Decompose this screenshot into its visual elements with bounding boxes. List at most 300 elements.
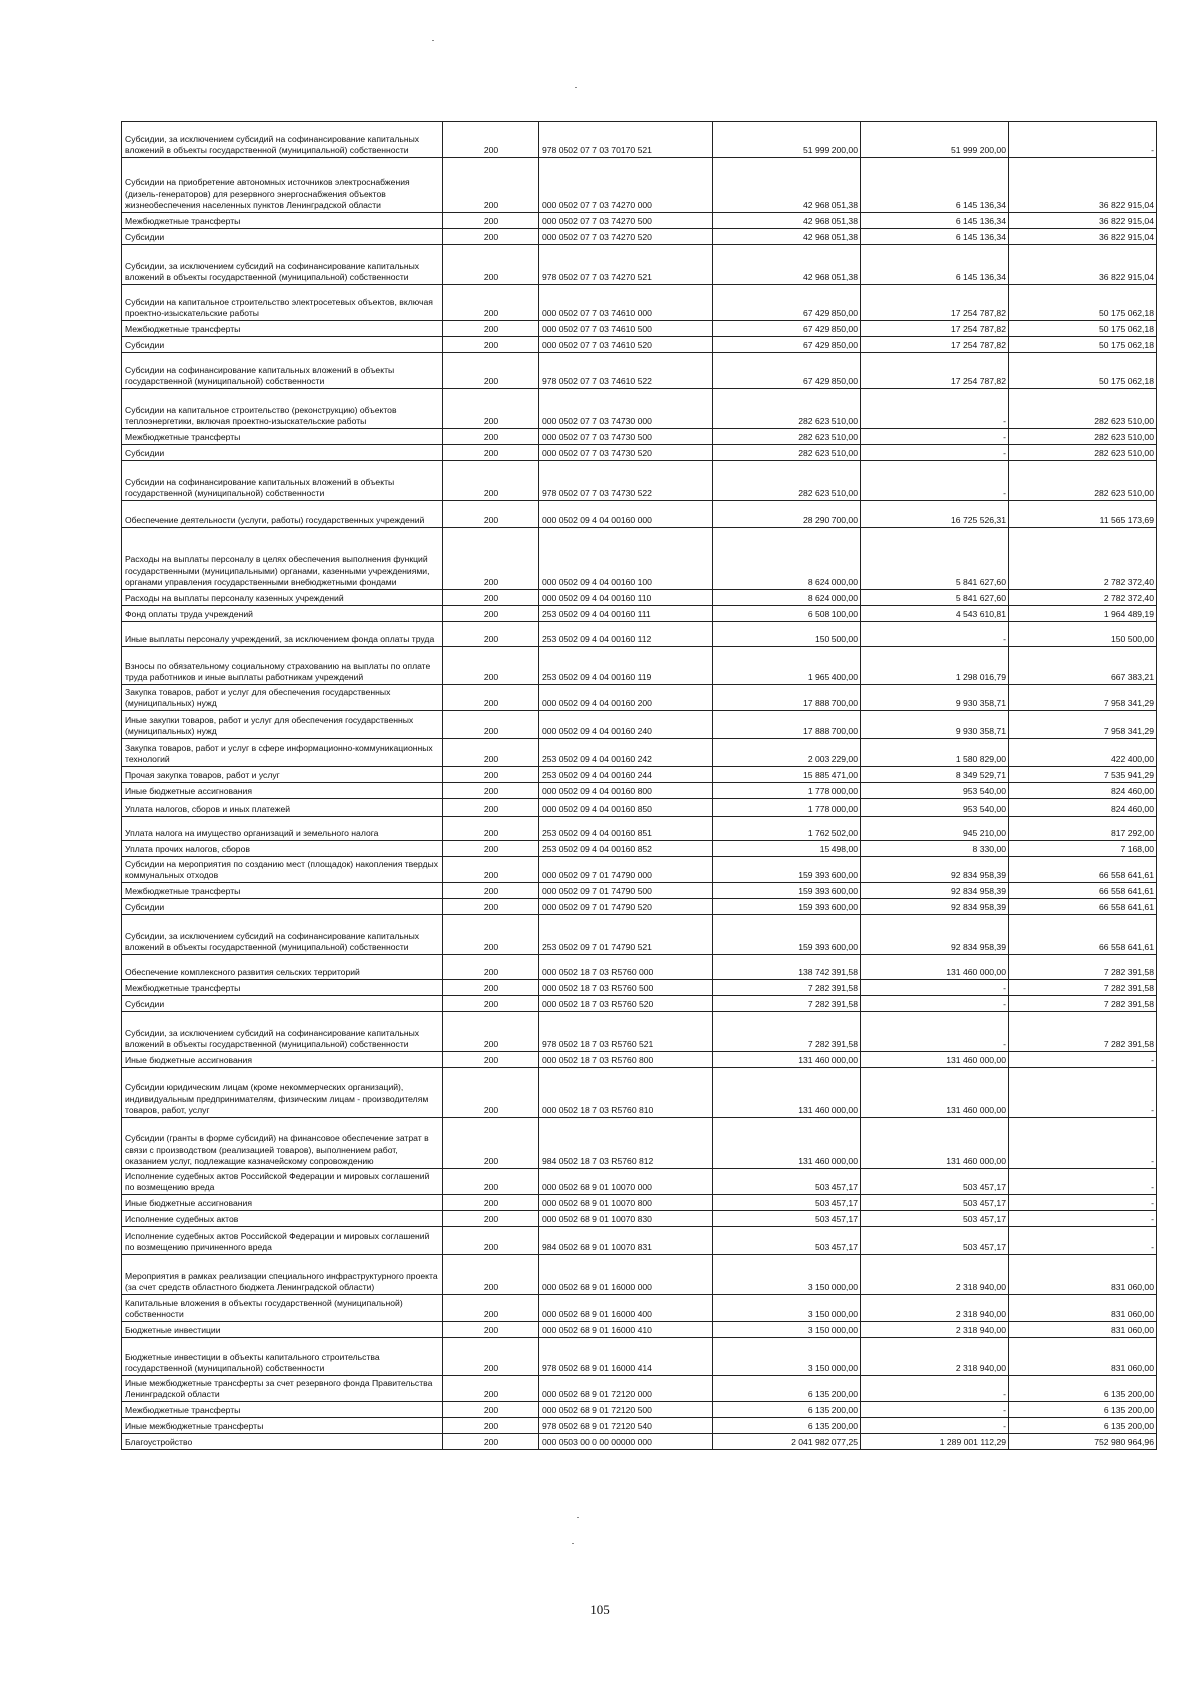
row-line-code: 200 <box>443 389 539 429</box>
table-row <box>122 899 1157 915</box>
row-line-code: 200 <box>443 980 539 996</box>
row-line-code: 200 <box>443 501 539 528</box>
row-executed-amount: 16 725 526,31 <box>861 501 1009 528</box>
table-row <box>122 1402 1157 1418</box>
row-unexecuted-amount: 7 958 341,29 <box>1009 685 1157 711</box>
row-approved-amount: 67 429 850,00 <box>713 321 861 337</box>
row-unexecuted-amount: 831 060,00 <box>1009 1338 1157 1376</box>
row-line-code: 200 <box>443 857 539 883</box>
row-line-code: 200 <box>443 1195 539 1211</box>
row-budget-classification-code: 978 0502 07 7 03 74730 522 <box>539 461 713 501</box>
row-approved-amount: 3 150 000,00 <box>713 1295 861 1322</box>
table-row <box>122 980 1157 996</box>
row-budget-classification-code: 000 0502 07 7 03 74730 520 <box>539 445 713 461</box>
row-executed-amount: 1 298 016,79 <box>861 647 1009 685</box>
row-budget-classification-code: 978 0502 07 7 03 74270 521 <box>539 245 713 285</box>
row-name: Субсидии, за исключением субсидий на софинансирование капитальных вложений в объекты государственной (муниципальной) собственности <box>122 1012 443 1052</box>
row-unexecuted-amount: 831 060,00 <box>1009 1295 1157 1322</box>
row-budget-classification-code: 253 0502 09 4 04 00160 119 <box>539 647 713 685</box>
row-name: Субсидии <box>122 996 443 1012</box>
table-row <box>122 955 1157 980</box>
row-name: Уплата налогов, сборов и иных платежей <box>122 799 443 817</box>
row-executed-amount: 503 457,17 <box>861 1211 1009 1227</box>
row-executed-amount: 2 318 940,00 <box>861 1255 1009 1295</box>
row-approved-amount: 1 778 000,00 <box>713 783 861 799</box>
table-row <box>122 1052 1157 1068</box>
row-name: Субсидии юридическим лицам (кроме некоммерческих организаций), индивидуальным предпринимателям, физическим лицам - производителям товаров, работ, услуг <box>122 1068 443 1118</box>
row-line-code: 200 <box>443 353 539 389</box>
row-name: Иные бюджетные ассигнования <box>122 783 443 799</box>
row-executed-amount: 2 318 940,00 <box>861 1338 1009 1376</box>
row-line-code: 200 <box>443 461 539 501</box>
row-executed-amount: 4 543 610,81 <box>861 606 1009 622</box>
row-approved-amount: 6 135 200,00 <box>713 1418 861 1434</box>
row-executed-amount: - <box>861 1402 1009 1418</box>
row-executed-amount: - <box>861 461 1009 501</box>
table-row <box>122 739 1157 767</box>
row-unexecuted-amount: 50 175 062,18 <box>1009 285 1157 321</box>
row-line-code: 200 <box>443 1227 539 1255</box>
row-executed-amount: - <box>861 1418 1009 1434</box>
row-line-code: 200 <box>443 685 539 711</box>
row-unexecuted-amount: 824 460,00 <box>1009 783 1157 799</box>
row-unexecuted-amount: 36 822 915,04 <box>1009 213 1157 229</box>
row-executed-amount: 51 999 200,00 <box>861 122 1009 158</box>
row-unexecuted-amount: 7 282 391,58 <box>1009 955 1157 980</box>
table-row <box>122 647 1157 685</box>
page-number: 105 <box>590 1602 610 1617</box>
row-approved-amount: 503 457,17 <box>713 1211 861 1227</box>
table-row <box>122 857 1157 883</box>
scan-speck <box>432 40 434 41</box>
row-executed-amount: 17 254 787,82 <box>861 285 1009 321</box>
row-budget-classification-code: 000 0502 09 7 01 74790 500 <box>539 883 713 899</box>
row-unexecuted-amount: 824 460,00 <box>1009 799 1157 817</box>
row-unexecuted-amount: - <box>1009 1227 1157 1255</box>
row-name: Фонд оплаты труда учреждений <box>122 606 443 622</box>
row-executed-amount: 131 460 000,00 <box>861 1118 1009 1169</box>
table-row <box>122 915 1157 955</box>
row-line-code: 200 <box>443 915 539 955</box>
row-executed-amount: 131 460 000,00 <box>861 1052 1009 1068</box>
row-executed-amount: - <box>861 1012 1009 1052</box>
row-budget-classification-code: 000 0502 18 7 03 R5760 520 <box>539 996 713 1012</box>
row-line-code: 200 <box>443 1338 539 1376</box>
row-line-code: 200 <box>443 996 539 1012</box>
row-line-code: 200 <box>443 899 539 915</box>
row-executed-amount: 17 254 787,82 <box>861 353 1009 389</box>
row-line-code: 200 <box>443 883 539 899</box>
row-approved-amount: 15 498,00 <box>713 841 861 857</box>
row-unexecuted-amount: - <box>1009 122 1157 158</box>
row-unexecuted-amount: 66 558 641,61 <box>1009 915 1157 955</box>
row-name: Благоустройство <box>122 1434 443 1450</box>
row-unexecuted-amount: 36 822 915,04 <box>1009 245 1157 285</box>
scan-speck <box>572 1543 574 1544</box>
row-executed-amount: 131 460 000,00 <box>861 955 1009 980</box>
table-row <box>122 1068 1157 1118</box>
row-approved-amount: 6 508 100,00 <box>713 606 861 622</box>
row-name: Прочая закупка товаров, работ и услуг <box>122 767 443 783</box>
row-name: Капитальные вложения в объекты государственной (муниципальной) собственности <box>122 1295 443 1322</box>
row-line-code: 200 <box>443 955 539 980</box>
budget-execution-table <box>121 121 1157 1450</box>
row-name: Субсидии (гранты в форме субсидий) на финансовое обеспечение затрат в связи с производством (реализацией товаров), выполнением работ, оказанием услуг, подлежащие казначейскому сопровождению <box>122 1118 443 1169</box>
row-budget-classification-code: 000 0502 09 7 01 74790 000 <box>539 857 713 883</box>
table-row <box>122 841 1157 857</box>
row-approved-amount: 2 003 229,00 <box>713 739 861 767</box>
row-executed-amount: 5 841 627,60 <box>861 590 1009 606</box>
row-line-code: 200 <box>443 285 539 321</box>
row-name: Субсидии, за исключением субсидий на софинансирование капитальных вложений в объекты государственной (муниципальной) собственности <box>122 245 443 285</box>
row-line-code: 200 <box>443 799 539 817</box>
row-name: Бюджетные инвестиции <box>122 1322 443 1338</box>
table-row <box>122 685 1157 711</box>
row-budget-classification-code: 253 0502 09 7 01 74790 521 <box>539 915 713 955</box>
row-name: Субсидии <box>122 229 443 245</box>
row-budget-classification-code: 253 0502 09 4 04 00160 244 <box>539 767 713 783</box>
table-row <box>122 158 1157 213</box>
row-line-code: 200 <box>443 590 539 606</box>
row-budget-classification-code: 253 0502 09 4 04 00160 851 <box>539 817 713 841</box>
row-name: Исполнение судебных актов Российской Федерации и мировых соглашений по возмещению вреда <box>122 1169 443 1195</box>
row-approved-amount: 503 457,17 <box>713 1227 861 1255</box>
row-budget-classification-code: 000 0502 07 7 03 74270 000 <box>539 158 713 213</box>
row-line-code: 200 <box>443 528 539 590</box>
row-unexecuted-amount: 831 060,00 <box>1009 1255 1157 1295</box>
row-approved-amount: 131 460 000,00 <box>713 1118 861 1169</box>
row-name: Межбюджетные трансферты <box>122 321 443 337</box>
table-row <box>122 528 1157 590</box>
row-unexecuted-amount: 282 623 510,00 <box>1009 445 1157 461</box>
row-budget-classification-code: 000 0502 68 9 01 16000 410 <box>539 1322 713 1338</box>
row-name: Субсидии <box>122 337 443 353</box>
row-executed-amount: 6 145 136,34 <box>861 213 1009 229</box>
row-name: Иные выплаты персоналу учреждений, за исключением фонда оплаты труда <box>122 622 443 647</box>
row-name: Исполнение судебных актов <box>122 1211 443 1227</box>
row-name: Закупка товаров, работ и услуг в сфере информационно-коммуникационных технологий <box>122 739 443 767</box>
row-unexecuted-amount: 1 964 489,19 <box>1009 606 1157 622</box>
row-name: Бюджетные инвестиции в объекты капитального строительства государственной (муниципальной) собственности <box>122 1338 443 1376</box>
row-line-code: 200 <box>443 245 539 285</box>
row-unexecuted-amount: 11 565 173,69 <box>1009 501 1157 528</box>
row-approved-amount: 159 393 600,00 <box>713 899 861 915</box>
row-unexecuted-amount: 817 292,00 <box>1009 817 1157 841</box>
row-name: Обеспечение комплексного развития сельских территорий <box>122 955 443 980</box>
row-unexecuted-amount: 50 175 062,18 <box>1009 337 1157 353</box>
row-name: Субсидии на капитальное строительство электросетевых объектов, включая проектно-изыскательские работы <box>122 285 443 321</box>
row-budget-classification-code: 984 0502 18 7 03 R5760 812 <box>539 1118 713 1169</box>
row-line-code: 200 <box>443 1418 539 1434</box>
row-name: Расходы на выплаты персоналу казенных учреждений <box>122 590 443 606</box>
row-unexecuted-amount: - <box>1009 1169 1157 1195</box>
row-executed-amount: 6 145 136,34 <box>861 229 1009 245</box>
row-unexecuted-amount: 66 558 641,61 <box>1009 857 1157 883</box>
row-approved-amount: 8 624 000,00 <box>713 590 861 606</box>
row-executed-amount: - <box>861 980 1009 996</box>
row-unexecuted-amount: 2 782 372,40 <box>1009 528 1157 590</box>
row-unexecuted-amount: 2 782 372,40 <box>1009 590 1157 606</box>
table-row <box>122 337 1157 353</box>
table-row <box>122 461 1157 501</box>
row-executed-amount: 8 330,00 <box>861 841 1009 857</box>
row-approved-amount: 131 460 000,00 <box>713 1052 861 1068</box>
row-name: Исполнение судебных актов Российской Федерации и мировых соглашений по возмещению причиненного вреда <box>122 1227 443 1255</box>
row-executed-amount: 9 930 358,71 <box>861 711 1009 739</box>
table-row <box>122 501 1157 528</box>
row-budget-classification-code: 000 0502 18 7 03 R5760 810 <box>539 1068 713 1118</box>
row-name: Субсидии <box>122 445 443 461</box>
row-executed-amount: 17 254 787,82 <box>861 321 1009 337</box>
row-executed-amount: 6 145 136,34 <box>861 245 1009 285</box>
table-row <box>122 245 1157 285</box>
table-row <box>122 1118 1157 1169</box>
row-budget-classification-code: 000 0502 07 7 03 74610 520 <box>539 337 713 353</box>
row-approved-amount: 1 762 502,00 <box>713 817 861 841</box>
table-row <box>122 229 1157 245</box>
row-approved-amount: 67 429 850,00 <box>713 337 861 353</box>
row-budget-classification-code: 000 0502 18 7 03 R5760 000 <box>539 955 713 980</box>
row-name: Субсидии на софинансирование капитальных вложений в объекты государственной (муниципальной) собственности <box>122 353 443 389</box>
row-executed-amount: - <box>861 622 1009 647</box>
row-name: Субсидии на приобретение автономных источников электроснабжения (дизель-генераторов) для резервного энергоснабжения объектов жизнеобеспечения населенных пунктов Ленинградской области <box>122 158 443 213</box>
table-row <box>122 783 1157 799</box>
row-executed-amount: 6 145 136,34 <box>861 158 1009 213</box>
row-executed-amount: 503 457,17 <box>861 1227 1009 1255</box>
row-line-code: 200 <box>443 1295 539 1322</box>
table-row <box>122 883 1157 899</box>
row-approved-amount: 6 135 200,00 <box>713 1376 861 1402</box>
table-row <box>122 213 1157 229</box>
row-unexecuted-amount: - <box>1009 1052 1157 1068</box>
row-budget-classification-code: 253 0502 09 4 04 00160 242 <box>539 739 713 767</box>
row-line-code: 200 <box>443 213 539 229</box>
table-row <box>122 285 1157 321</box>
row-budget-classification-code: 000 0502 68 9 01 10070 830 <box>539 1211 713 1227</box>
row-executed-amount: 92 834 958,39 <box>861 899 1009 915</box>
row-budget-classification-code: 000 0502 09 4 04 00160 200 <box>539 685 713 711</box>
row-unexecuted-amount: 7 535 941,29 <box>1009 767 1157 783</box>
row-name: Межбюджетные трансферты <box>122 883 443 899</box>
row-executed-amount: 1 580 829,00 <box>861 739 1009 767</box>
row-unexecuted-amount: 752 980 964,96 <box>1009 1434 1157 1450</box>
table-row <box>122 622 1157 647</box>
row-budget-classification-code: 978 0502 68 9 01 16000 414 <box>539 1338 713 1376</box>
row-executed-amount: 92 834 958,39 <box>861 883 1009 899</box>
row-executed-amount: 92 834 958,39 <box>861 857 1009 883</box>
table-row <box>122 817 1157 841</box>
row-executed-amount: 92 834 958,39 <box>861 915 1009 955</box>
row-unexecuted-amount: 7 958 341,29 <box>1009 711 1157 739</box>
row-line-code: 200 <box>443 841 539 857</box>
row-approved-amount: 3 150 000,00 <box>713 1322 861 1338</box>
table-row <box>122 590 1157 606</box>
row-name: Субсидии, за исключением субсидий на софинансирование капитальных вложений в объекты государственной (муниципальной) собственности <box>122 915 443 955</box>
row-unexecuted-amount: 282 623 510,00 <box>1009 429 1157 445</box>
table-row <box>122 1322 1157 1338</box>
table-row <box>122 429 1157 445</box>
row-approved-amount: 28 290 700,00 <box>713 501 861 528</box>
table-row <box>122 445 1157 461</box>
row-executed-amount: - <box>861 996 1009 1012</box>
table-row <box>122 1169 1157 1195</box>
row-unexecuted-amount: 7 282 391,58 <box>1009 1012 1157 1052</box>
row-line-code: 200 <box>443 647 539 685</box>
row-unexecuted-amount: 7 282 391,58 <box>1009 996 1157 1012</box>
row-executed-amount: 131 460 000,00 <box>861 1068 1009 1118</box>
row-line-code: 200 <box>443 122 539 158</box>
row-unexecuted-amount: 282 623 510,00 <box>1009 389 1157 429</box>
row-line-code: 200 <box>443 321 539 337</box>
row-approved-amount: 3 150 000,00 <box>713 1338 861 1376</box>
table-row <box>122 1338 1157 1376</box>
row-name: Закупка товаров, работ и услуг для обеспечения государственных (муниципальных) нужд <box>122 685 443 711</box>
row-approved-amount: 17 888 700,00 <box>713 711 861 739</box>
row-line-code: 200 <box>443 429 539 445</box>
row-unexecuted-amount: 667 383,21 <box>1009 647 1157 685</box>
row-name: Уплата прочих налогов, сборов <box>122 841 443 857</box>
table-row <box>122 711 1157 739</box>
row-executed-amount: 8 349 529,71 <box>861 767 1009 783</box>
row-approved-amount: 42 968 051,38 <box>713 213 861 229</box>
row-approved-amount: 159 393 600,00 <box>713 915 861 955</box>
row-line-code: 200 <box>443 1052 539 1068</box>
row-name: Субсидии на мероприятия по созданию мест (площадок) накопления твердых коммунальных отходов <box>122 857 443 883</box>
row-executed-amount: 17 254 787,82 <box>861 337 1009 353</box>
row-name: Субсидии, за исключением субсидий на софинансирование капитальных вложений в объекты государственной (муниципальной) собственности <box>122 122 443 158</box>
row-unexecuted-amount: 6 135 200,00 <box>1009 1418 1157 1434</box>
table-row <box>122 1376 1157 1402</box>
row-line-code: 200 <box>443 767 539 783</box>
row-name: Субсидии на софинансирование капитальных вложений в объекты государственной (муниципальной) собственности <box>122 461 443 501</box>
table-row <box>122 353 1157 389</box>
row-approved-amount: 503 457,17 <box>713 1195 861 1211</box>
row-unexecuted-amount: - <box>1009 1068 1157 1118</box>
row-budget-classification-code: 000 0502 68 9 01 72120 500 <box>539 1402 713 1418</box>
row-unexecuted-amount: 6 135 200,00 <box>1009 1402 1157 1418</box>
row-name: Межбюджетные трансферты <box>122 1402 443 1418</box>
row-unexecuted-amount: 282 623 510,00 <box>1009 461 1157 501</box>
row-line-code: 200 <box>443 158 539 213</box>
row-executed-amount: 945 210,00 <box>861 817 1009 841</box>
budget-table-body <box>122 122 1157 1450</box>
row-executed-amount: 9 930 358,71 <box>861 685 1009 711</box>
row-unexecuted-amount: 7 282 391,58 <box>1009 980 1157 996</box>
row-budget-classification-code: 253 0502 09 4 04 00160 111 <box>539 606 713 622</box>
row-budget-classification-code: 000 0502 68 9 01 16000 000 <box>539 1255 713 1295</box>
table-row <box>122 1295 1157 1322</box>
row-name: Иные бюджетные ассигнования <box>122 1195 443 1211</box>
table-row <box>122 767 1157 783</box>
row-executed-amount: - <box>861 389 1009 429</box>
row-budget-classification-code: 000 0502 09 4 04 00160 000 <box>539 501 713 528</box>
table-row <box>122 1195 1157 1211</box>
row-approved-amount: 7 282 391,58 <box>713 1012 861 1052</box>
row-budget-classification-code: 978 0502 07 7 03 74610 522 <box>539 353 713 389</box>
row-approved-amount: 7 282 391,58 <box>713 980 861 996</box>
row-approved-amount: 15 885 471,00 <box>713 767 861 783</box>
row-executed-amount: 503 457,17 <box>861 1195 1009 1211</box>
row-unexecuted-amount: 831 060,00 <box>1009 1322 1157 1338</box>
row-name: Субсидии <box>122 899 443 915</box>
row-budget-classification-code: 978 0502 18 7 03 R5760 521 <box>539 1012 713 1052</box>
row-name: Взносы по обязательному социальному страхованию на выплаты по оплате труда работников и иные выплаты работникам учреждений <box>122 647 443 685</box>
table-row <box>122 606 1157 622</box>
row-approved-amount: 2 041 982 077,25 <box>713 1434 861 1450</box>
row-unexecuted-amount: 422 400,00 <box>1009 739 1157 767</box>
row-name: Обеспечение деятельности (услуги, работы) государственных учреждений <box>122 501 443 528</box>
row-approved-amount: 1 778 000,00 <box>713 799 861 817</box>
row-unexecuted-amount: 6 135 200,00 <box>1009 1376 1157 1402</box>
row-unexecuted-amount: 50 175 062,18 <box>1009 353 1157 389</box>
row-name: Субсидии на капитальное строительство (реконструкцию) объектов теплоэнергетики, включая проектно-изыскательские работы <box>122 389 443 429</box>
row-line-code: 200 <box>443 1012 539 1052</box>
row-executed-amount: 1 289 001 112,29 <box>861 1434 1009 1450</box>
row-budget-classification-code: 000 0502 09 4 04 00160 240 <box>539 711 713 739</box>
row-approved-amount: 282 623 510,00 <box>713 461 861 501</box>
table-row <box>122 389 1157 429</box>
table-row <box>122 1227 1157 1255</box>
row-line-code: 200 <box>443 229 539 245</box>
table-row <box>122 1255 1157 1295</box>
row-budget-classification-code: 000 0502 07 7 03 74730 000 <box>539 389 713 429</box>
row-approved-amount: 42 968 051,38 <box>713 229 861 245</box>
row-unexecuted-amount: - <box>1009 1211 1157 1227</box>
row-unexecuted-amount: - <box>1009 1118 1157 1169</box>
row-approved-amount: 159 393 600,00 <box>713 883 861 899</box>
row-executed-amount: 2 318 940,00 <box>861 1322 1009 1338</box>
row-budget-classification-code: 978 0502 07 7 03 70170 521 <box>539 122 713 158</box>
row-approved-amount: 67 429 850,00 <box>713 353 861 389</box>
row-executed-amount: - <box>861 429 1009 445</box>
row-name: Межбюджетные трансферты <box>122 213 443 229</box>
row-approved-amount: 17 888 700,00 <box>713 685 861 711</box>
row-approved-amount: 282 623 510,00 <box>713 389 861 429</box>
row-budget-classification-code: 984 0502 68 9 01 10070 831 <box>539 1227 713 1255</box>
row-approved-amount: 7 282 391,58 <box>713 996 861 1012</box>
row-budget-classification-code: 253 0502 09 4 04 00160 112 <box>539 622 713 647</box>
row-approved-amount: 282 623 510,00 <box>713 429 861 445</box>
table-row <box>122 996 1157 1012</box>
row-unexecuted-amount: 36 822 915,04 <box>1009 158 1157 213</box>
row-budget-classification-code: 253 0502 09 4 04 00160 852 <box>539 841 713 857</box>
row-budget-classification-code: 978 0502 68 9 01 72120 540 <box>539 1418 713 1434</box>
row-budget-classification-code: 000 0502 07 7 03 74610 500 <box>539 321 713 337</box>
row-line-code: 200 <box>443 1169 539 1195</box>
row-budget-classification-code: 000 0502 68 9 01 72120 000 <box>539 1376 713 1402</box>
row-budget-classification-code: 000 0502 68 9 01 16000 400 <box>539 1295 713 1322</box>
row-line-code: 200 <box>443 622 539 647</box>
row-approved-amount: 6 135 200,00 <box>713 1402 861 1418</box>
row-line-code: 200 <box>443 1402 539 1418</box>
row-approved-amount: 42 968 051,38 <box>713 158 861 213</box>
row-line-code: 200 <box>443 606 539 622</box>
row-budget-classification-code: 000 0502 09 4 04 00160 110 <box>539 590 713 606</box>
table-row <box>122 1012 1157 1052</box>
row-budget-classification-code: 000 0502 09 4 04 00160 850 <box>539 799 713 817</box>
row-executed-amount: 953 540,00 <box>861 783 1009 799</box>
row-line-code: 200 <box>443 1255 539 1295</box>
row-line-code: 200 <box>443 1322 539 1338</box>
row-approved-amount: 42 968 051,38 <box>713 245 861 285</box>
row-budget-classification-code: 000 0502 07 7 03 74730 500 <box>539 429 713 445</box>
row-unexecuted-amount: 66 558 641,61 <box>1009 883 1157 899</box>
row-budget-classification-code: 000 0502 09 4 04 00160 100 <box>539 528 713 590</box>
row-budget-classification-code: 000 0502 18 7 03 R5760 500 <box>539 980 713 996</box>
row-approved-amount: 51 999 200,00 <box>713 122 861 158</box>
row-budget-classification-code: 000 0502 07 7 03 74270 520 <box>539 229 713 245</box>
row-name: Иные бюджетные ассигнования <box>122 1052 443 1068</box>
